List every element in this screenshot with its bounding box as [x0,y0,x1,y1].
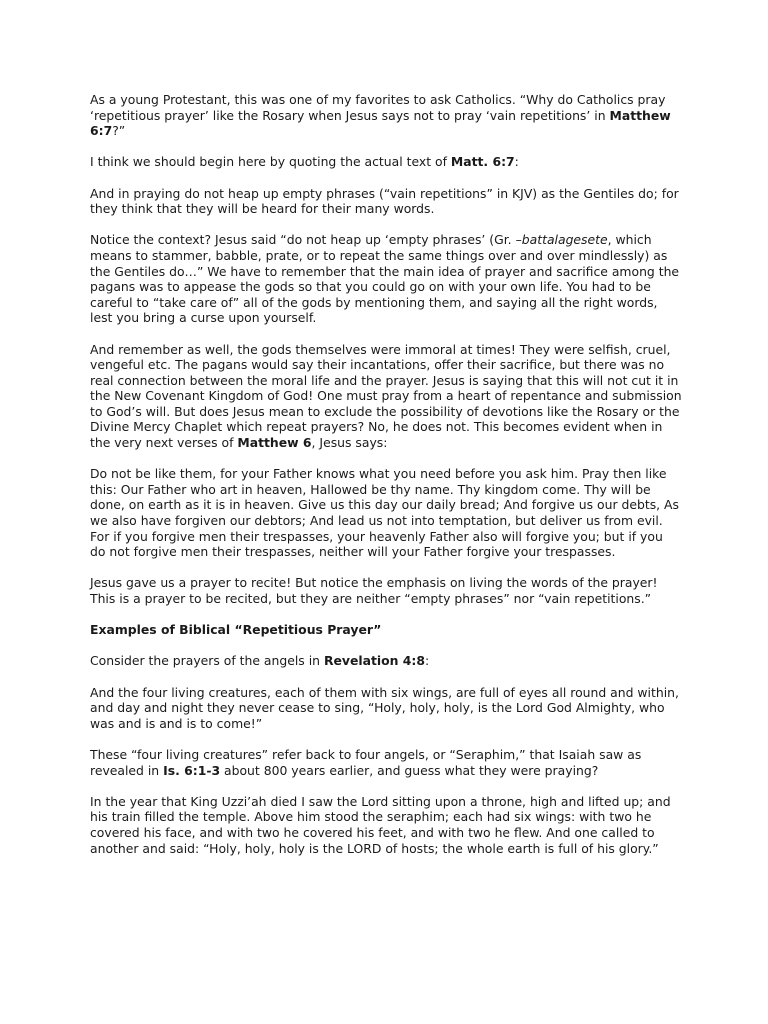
scripture-reference: Revelation 4:8 [323,653,425,669]
quote-intro-text: I think we should begin here by quoting the actual text of [90,154,451,170]
angels-intro-text-end: : [425,653,430,669]
angels-intro-paragraph [90,653,682,669]
intro-text: As a young Protestant, this was one of my favorites to ask Catholics. “Why do Catholics pray ‘repetitious prayer’ like the Rosary when Jesus says not to pray ‘vain repetitions’ in [90,92,666,123]
scripture-quote-matthew: And in praying do not heap up empty phrases (“vain repetitions” in KJV) as the Gentiles do; for they think that they will be heard for their many words. [90,185,679,217]
context-text-end: , which means to stammer, babble, prate, or to repeat the same things over and over mindlessly) as the Gentiles do…” We have to remember that the main idea of prayer and sacrifice among the pagans was to appease the gods so that you could go on with your own life. You had to be careful to “take care of” all of the gods by mentioning them, and saying all the right words, lest you bring a curse upon yourself. [90,232,680,326]
scripture-reference: Matthew 6:7 [90,107,671,139]
scripture-reference: Matt. 6:7 [450,154,515,170]
isaiah-quote: In the year that King Uzzi’ah died I saw the Lord sitting upon a throne, high and lifted up; and his train filled the temple. Above him stood the seraphim; each had six wings: with two he covered his face, and with two he covered his feet, and with two he flew. And one called to another and said: “Holy, holy, holy is the LORD of hosts; the whole earth is full of his glory.” [90,793,671,856]
lords-prayer-quote: Do not be like them, for your Father knows what you need before you ask him. Pray then like this: Our Father who art in heaven, Hallowed be thy name. Thy kingdom come. Thy will be done, on earth as it is in heaven. Give us this day our daily bread; And forgive us our debts, As we also have forgiven our debtors; And lead us not into temptation, but deliver us from evil. For if you forgive men their trespasses, your heavenly Father also will forgive you; but if you do not forgive men their trespasses, neither will your Father forgive your trespasses. [90,466,679,560]
seraphim-text-end: about 800 years earlier, and guess what they were praying? [220,762,599,778]
quote-intro-text-end: : [514,154,519,170]
quote-intro-paragraph [90,154,682,170]
pagan-gods-text: And remember as well, the gods themselves were immoral at times! They were selfish, cruel, vengeful etc. The pagans would say their incantations, offer their sacrifice, but there was no real connection between the moral life and the prayer. Jesus is saying that this will not cut it in the New Covenant Kingdom of God! One must pray from a heart of repentance and submission to God’s will. But does Jesus mean to exclude the possibility of devotions like the Rosary or the Divine Mercy Chaplet which repeat prayers? No, he does not. This becomes evident when in the very next verses of [90,341,682,451]
seraphim-text: These “four living creatures” refer back to four angels, or “Seraphim,” that Isaiah saw as revealed in [90,746,642,778]
context-text: Notice the context? Jesus said “do not heap up ‘empty phrases’ (Gr. – [90,232,522,248]
revelation-quote: And the four living creatures, each of them with six wings, are full of eyes all round and within, and day and night they never cease to sing, “Holy, holy, holy, is the Lord God Almighty, who was and is and is to come!” [90,684,679,731]
angels-intro-text: Consider the prayers of the angels in [90,653,324,669]
section-heading: Examples of Biblical “Repetitious Prayer” [90,622,382,638]
intro-paragraph [90,92,682,139]
context-paragraph [90,232,682,326]
seraphim-paragraph [90,747,682,778]
prayer-recite-paragraph: Jesus gave us a prayer to recite! But notice the emphasis on living the words of the prayer! This is a prayer to be recited, but they are neither “empty phrases” nor “vain repetitions.” [90,575,658,606]
scripture-reference: Matthew 6 [237,435,312,451]
intro-text-end: ?” [112,123,126,139]
pagan-gods-paragraph [90,342,682,451]
scripture-reference: Is. 6:1-3 [163,762,221,778]
pagan-gods-text-end: , Jesus says: [311,435,388,451]
greek-term: battalagesete [521,232,608,248]
document-page [90,92,682,872]
